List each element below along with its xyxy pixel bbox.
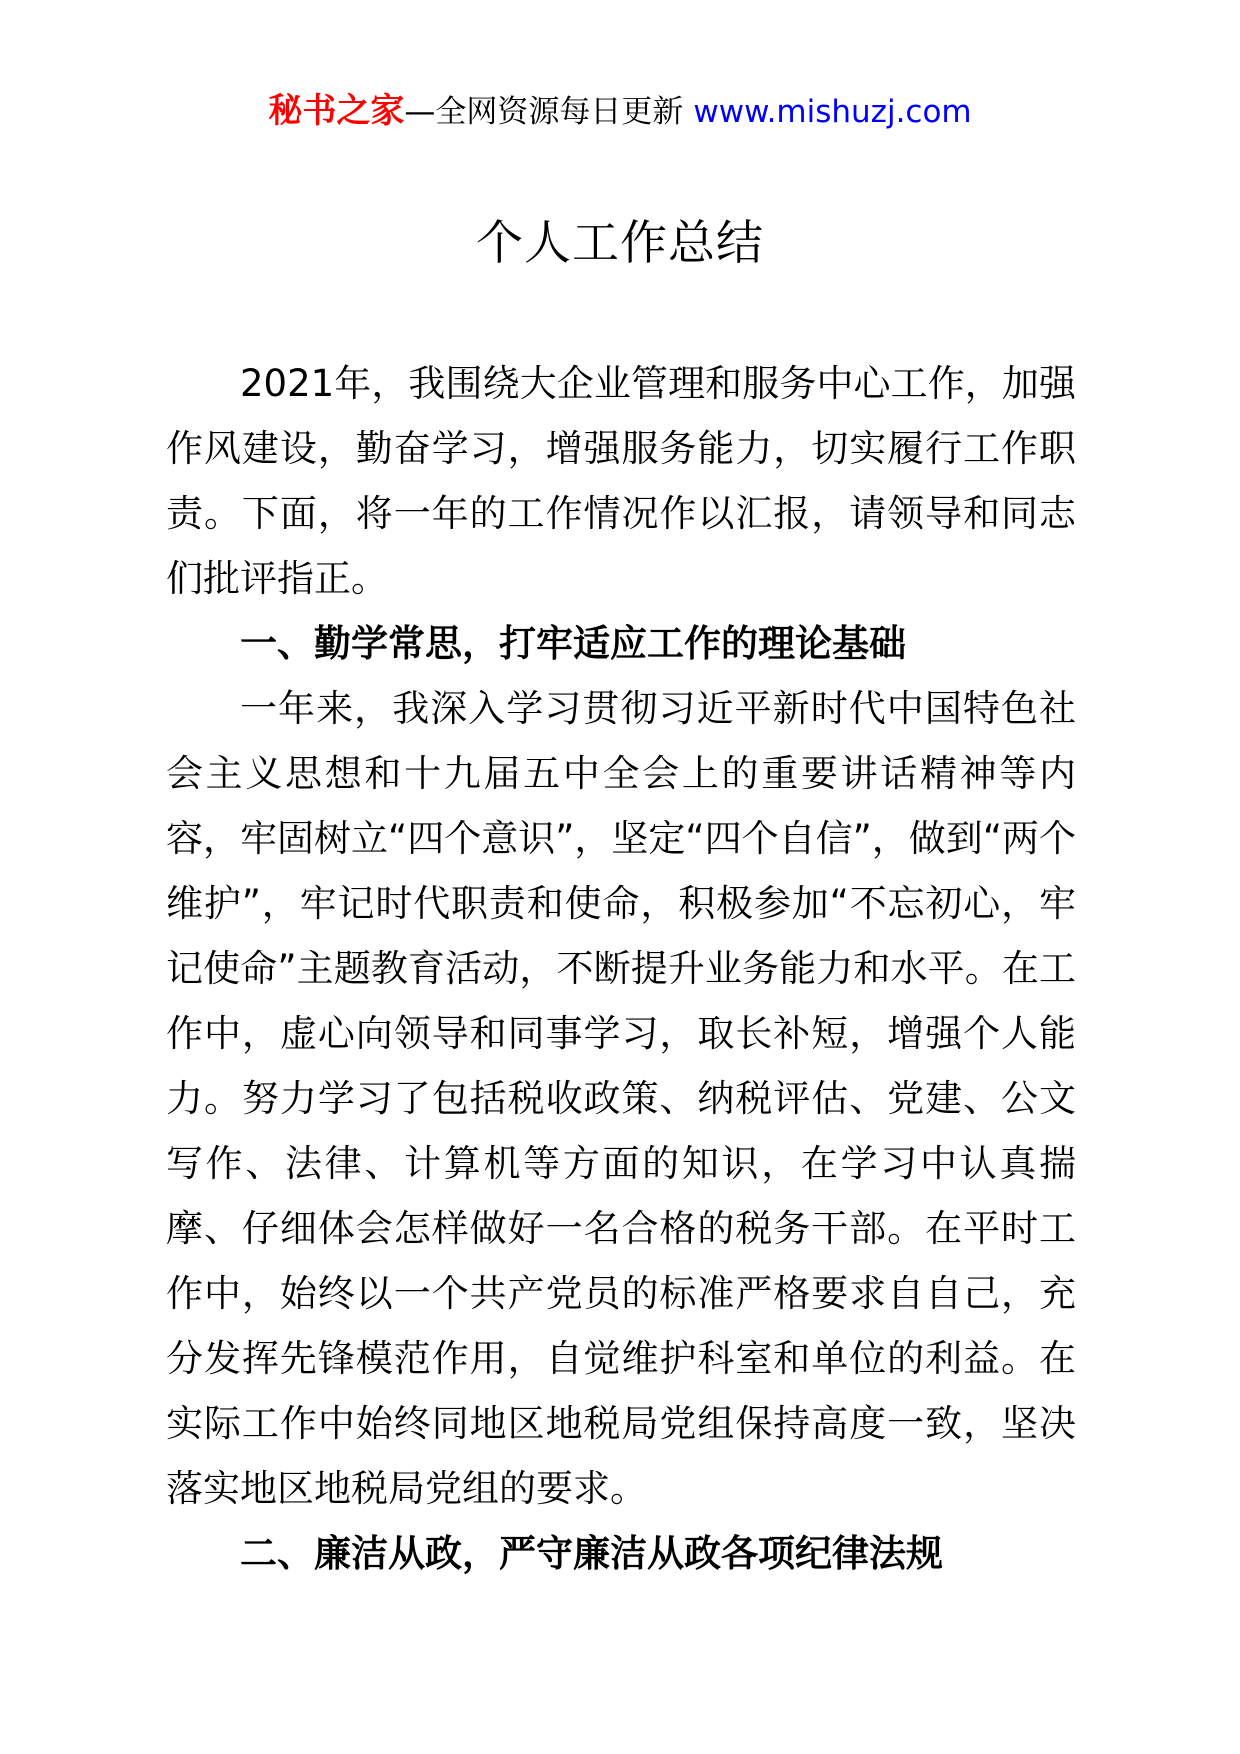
paragraph-section-1: 一年来，我深入学习贯彻习近平新时代中国特色社会主义思想和十九届五中全会上的重要讲话精神等内容，牢固树立“四个意识”，坚定“四个自信”，做到“两个维护”，牢记时代职责和使命，积极参加“不忘初心，牢记使命”主题教育活动，不断提升业务能力和水平。在工作中，虚心向领导和同事学习，取长补短，增强个人能力。努力学习了包括税收政策、纳税评估、党建、公文写作、法律、计算机等方面的知识，在学习中认真揣摩、仔细体会怎样做好一名合格的税务干部。在平时工作中，始终以一个共产党员的标准严格要求自自己，充分发挥先锋模范作用，自觉维护科室和单位的利益。在实际工作中始终同地区地税局党组保持高度一致，坚决落实地区地税局党组的要求。 [166,687,1076,1510]
website-link[interactable]: www.mishuzj.com [693,94,972,130]
section-heading-1: 一、勤学常思，打牢适应工作的理论基础 [240,622,906,665]
page-title: 个人工作总结 [476,216,764,271]
document-body [0,351,1240,1586]
document-header [0,0,1240,133]
paragraph-intro: 2021年，我围绕大企业管理和服务中心工作，加强作风建设，勤奋学习，增强服务能力，切实履行工作职责。下面，将一年的工作情况作以汇报，请领导和同志们批评指正。 [166,362,1076,600]
brand-text: 秘书之家 [268,91,405,131]
section-heading-2: 二、廉洁从政，严守廉洁从政各项纪律法规 [240,1532,943,1575]
header-tagline: 全网资源每日更新 [435,94,684,130]
dash-separator: — [404,94,436,130]
